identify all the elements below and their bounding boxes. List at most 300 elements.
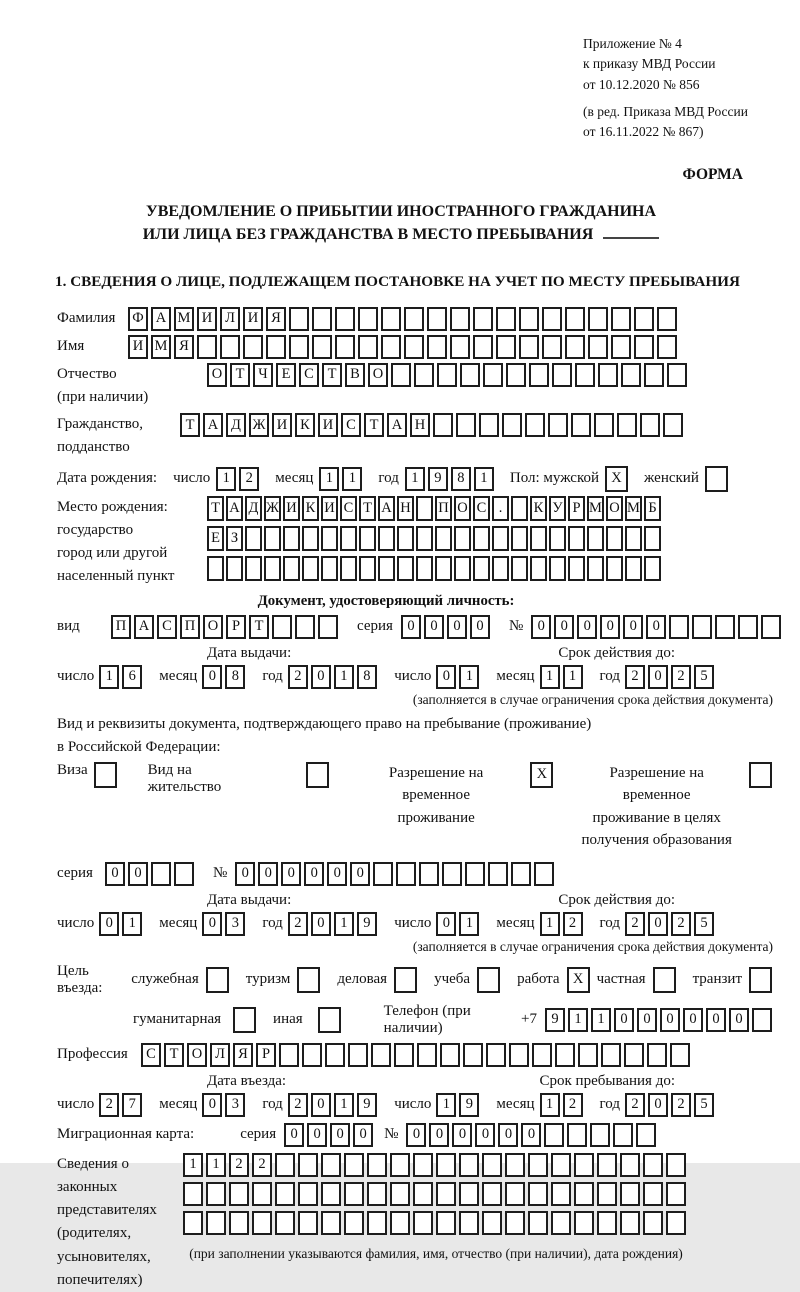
char-cell[interactable]: 2 — [229, 1153, 249, 1177]
char-cell[interactable]: 1 — [459, 912, 479, 936]
char-cell[interactable] — [544, 1123, 564, 1147]
char-cell[interactable]: 0 — [202, 665, 222, 689]
char-cell[interactable]: 0 — [128, 862, 148, 886]
char-cell[interactable]: 0 — [258, 862, 278, 886]
char-cell[interactable] — [295, 615, 315, 639]
char-cell[interactable] — [367, 1182, 387, 1206]
char-cell[interactable]: И — [128, 335, 148, 359]
char-cell[interactable]: А — [134, 615, 154, 639]
char-cell[interactable] — [404, 307, 424, 331]
char-cell[interactable]: 0 — [307, 1123, 327, 1147]
char-cell[interactable] — [459, 1211, 479, 1235]
char-cell[interactable] — [542, 335, 562, 359]
char-cell[interactable] — [297, 967, 320, 993]
char-cell[interactable]: 3 — [225, 1093, 245, 1117]
char-cell[interactable] — [367, 1211, 387, 1235]
char-cell[interactable]: 0 — [452, 1123, 472, 1147]
char-cell[interactable] — [568, 526, 585, 551]
char-cell[interactable] — [367, 1153, 387, 1177]
char-cell[interactable] — [551, 1211, 571, 1235]
char-cell[interactable]: Б — [644, 496, 661, 521]
char-cell[interactable] — [243, 335, 263, 359]
char-cell[interactable] — [692, 615, 712, 639]
char-cell[interactable] — [568, 556, 585, 581]
char-cell[interactable] — [574, 1153, 594, 1177]
char-cell[interactable] — [634, 307, 654, 331]
char-cell[interactable]: 0 — [648, 912, 668, 936]
char-cell[interactable] — [761, 615, 781, 639]
char-cell[interactable]: 0 — [706, 1008, 726, 1032]
char-cell[interactable]: 0 — [531, 615, 551, 639]
char-cell[interactable] — [670, 1043, 690, 1067]
char-cell[interactable]: 1 — [334, 1093, 354, 1117]
char-cell[interactable] — [492, 526, 509, 551]
char-cell[interactable] — [413, 1182, 433, 1206]
char-cell[interactable] — [289, 335, 309, 359]
char-cell[interactable] — [528, 1153, 548, 1177]
char-cell[interactable] — [397, 526, 414, 551]
char-cell[interactable]: И — [272, 413, 292, 437]
char-cell[interactable] — [496, 307, 516, 331]
char-cell[interactable] — [528, 1211, 548, 1235]
char-cell[interactable]: 0 — [470, 615, 490, 639]
char-cell[interactable]: 0 — [614, 1008, 634, 1032]
char-cell[interactable] — [321, 556, 338, 581]
char-cell[interactable] — [482, 1211, 502, 1235]
char-cell[interactable] — [530, 556, 547, 581]
char-cell[interactable]: 3 — [225, 912, 245, 936]
char-cell[interactable] — [611, 335, 631, 359]
char-cell[interactable] — [530, 526, 547, 551]
char-cell[interactable]: 2 — [563, 912, 583, 936]
char-cell[interactable]: И — [321, 496, 338, 521]
char-cell[interactable]: 0 — [401, 615, 421, 639]
char-cell[interactable]: 0 — [600, 615, 620, 639]
char-cell[interactable] — [666, 1153, 686, 1177]
char-cell[interactable]: 0 — [105, 862, 125, 886]
char-cell[interactable] — [378, 556, 395, 581]
char-cell[interactable]: О — [368, 363, 388, 387]
char-cell[interactable] — [749, 967, 772, 993]
char-cell[interactable] — [416, 556, 433, 581]
char-cell[interactable]: Т — [249, 615, 269, 639]
char-cell[interactable]: Ч — [253, 363, 273, 387]
char-cell[interactable]: 0 — [235, 862, 255, 886]
char-cell[interactable] — [151, 862, 171, 886]
char-cell[interactable]: 0 — [350, 862, 370, 886]
char-cell[interactable]: С — [299, 363, 319, 387]
char-cell[interactable]: К — [302, 496, 319, 521]
char-cell[interactable] — [519, 335, 539, 359]
char-cell[interactable] — [233, 1007, 256, 1033]
char-cell[interactable]: 6 — [122, 665, 142, 689]
char-cell[interactable]: 2 — [671, 1093, 691, 1117]
char-cell[interactable]: С — [341, 413, 361, 437]
char-cell[interactable] — [427, 307, 447, 331]
char-cell[interactable]: Ж — [264, 496, 281, 521]
char-cell[interactable] — [644, 363, 664, 387]
char-cell[interactable] — [321, 1211, 341, 1235]
char-cell[interactable]: Е — [207, 526, 224, 551]
char-cell[interactable]: 0 — [623, 615, 643, 639]
char-cell[interactable] — [245, 556, 262, 581]
char-cell[interactable]: Р — [568, 496, 585, 521]
char-cell[interactable]: 0 — [353, 1123, 373, 1147]
char-cell[interactable] — [488, 862, 508, 886]
char-cell[interactable] — [414, 363, 434, 387]
char-cell[interactable] — [289, 307, 309, 331]
char-cell[interactable] — [174, 862, 194, 886]
char-cell[interactable]: П — [111, 615, 131, 639]
char-cell[interactable] — [549, 526, 566, 551]
char-cell[interactable]: Т — [207, 496, 224, 521]
char-cell[interactable] — [450, 335, 470, 359]
char-cell[interactable] — [644, 556, 661, 581]
char-cell[interactable]: 2 — [239, 467, 259, 491]
char-cell[interactable] — [413, 1211, 433, 1235]
char-cell[interactable] — [667, 363, 687, 387]
char-cell[interactable] — [229, 1182, 249, 1206]
char-cell[interactable]: У — [549, 496, 566, 521]
char-cell[interactable]: 1 — [319, 467, 339, 491]
char-cell[interactable]: Л — [220, 307, 240, 331]
char-cell[interactable] — [482, 1153, 502, 1177]
char-cell[interactable]: 2 — [99, 1093, 119, 1117]
char-cell[interactable] — [587, 556, 604, 581]
char-cell[interactable]: . — [492, 496, 509, 521]
char-cell[interactable] — [511, 862, 531, 886]
char-cell[interactable]: О — [207, 363, 227, 387]
char-cell[interactable] — [555, 1043, 575, 1067]
char-cell[interactable] — [611, 307, 631, 331]
char-cell[interactable]: 0 — [406, 1123, 426, 1147]
char-cell[interactable]: 1 — [591, 1008, 611, 1032]
char-cell[interactable]: Ф — [128, 307, 148, 331]
char-cell[interactable]: 9 — [357, 1093, 377, 1117]
char-cell[interactable] — [298, 1153, 318, 1177]
char-cell[interactable] — [275, 1153, 295, 1177]
char-cell[interactable]: 0 — [554, 615, 574, 639]
char-cell[interactable] — [371, 1043, 391, 1067]
char-cell[interactable] — [528, 1182, 548, 1206]
char-cell[interactable]: З — [226, 526, 243, 551]
char-cell[interactable] — [427, 335, 447, 359]
char-cell[interactable] — [321, 526, 338, 551]
char-cell[interactable]: В — [345, 363, 365, 387]
char-cell[interactable] — [463, 1043, 483, 1067]
char-cell[interactable]: 0 — [475, 1123, 495, 1147]
char-cell[interactable] — [477, 967, 500, 993]
char-cell[interactable]: А — [226, 496, 243, 521]
char-cell[interactable] — [312, 307, 332, 331]
char-cell[interactable] — [663, 413, 683, 437]
char-cell[interactable] — [705, 466, 728, 492]
char-cell[interactable] — [473, 556, 490, 581]
char-cell[interactable] — [606, 556, 623, 581]
char-cell[interactable]: 9 — [545, 1008, 565, 1032]
char-cell[interactable] — [272, 615, 292, 639]
char-cell[interactable] — [390, 1211, 410, 1235]
char-cell[interactable]: 5 — [694, 1093, 714, 1117]
char-cell[interactable] — [657, 335, 677, 359]
char-cell[interactable]: 0 — [281, 862, 301, 886]
char-cell[interactable] — [529, 363, 549, 387]
char-cell[interactable]: 1 — [459, 665, 479, 689]
char-cell[interactable] — [505, 1182, 525, 1206]
char-cell[interactable] — [266, 335, 286, 359]
char-cell[interactable]: 0 — [577, 615, 597, 639]
char-cell[interactable]: 0 — [648, 665, 668, 689]
char-cell[interactable] — [511, 556, 528, 581]
char-cell[interactable]: Я — [266, 307, 286, 331]
char-cell[interactable] — [620, 1211, 640, 1235]
char-cell[interactable]: 1 — [563, 665, 583, 689]
char-cell[interactable] — [206, 1211, 226, 1235]
char-cell[interactable] — [483, 363, 503, 387]
char-cell[interactable] — [567, 1123, 587, 1147]
char-cell[interactable] — [344, 1182, 364, 1206]
char-cell[interactable] — [597, 1182, 617, 1206]
char-cell[interactable] — [302, 526, 319, 551]
char-cell[interactable] — [459, 1182, 479, 1206]
char-cell[interactable] — [486, 1043, 506, 1067]
char-cell[interactable] — [390, 1182, 410, 1206]
char-cell[interactable] — [381, 307, 401, 331]
char-cell[interactable] — [435, 526, 452, 551]
char-cell[interactable] — [325, 1043, 345, 1067]
char-cell[interactable] — [548, 413, 568, 437]
char-cell[interactable] — [450, 307, 470, 331]
char-cell[interactable] — [588, 307, 608, 331]
char-cell[interactable]: Д — [245, 496, 262, 521]
char-cell[interactable]: О — [187, 1043, 207, 1067]
char-cell[interactable]: Н — [410, 413, 430, 437]
char-cell[interactable] — [634, 335, 654, 359]
char-cell[interactable] — [456, 413, 476, 437]
char-cell[interactable] — [598, 363, 618, 387]
char-cell[interactable] — [275, 1182, 295, 1206]
char-cell[interactable]: К — [530, 496, 547, 521]
char-cell[interactable]: С — [340, 496, 357, 521]
char-cell[interactable] — [206, 967, 229, 993]
char-cell[interactable] — [197, 335, 217, 359]
char-cell[interactable]: 1 — [183, 1153, 203, 1177]
char-cell[interactable]: О — [454, 496, 471, 521]
char-cell[interactable]: 0 — [729, 1008, 749, 1032]
char-cell[interactable] — [473, 335, 493, 359]
char-cell[interactable] — [94, 762, 117, 788]
char-cell[interactable]: 1 — [206, 1153, 226, 1177]
char-cell[interactable] — [321, 1182, 341, 1206]
char-cell[interactable]: 0 — [646, 615, 666, 639]
char-cell[interactable] — [359, 526, 376, 551]
char-cell[interactable] — [613, 1123, 633, 1147]
char-cell[interactable] — [344, 1211, 364, 1235]
char-cell[interactable]: 2 — [288, 665, 308, 689]
char-cell[interactable] — [318, 615, 338, 639]
char-cell[interactable]: 1 — [540, 665, 560, 689]
char-cell[interactable]: 0 — [498, 1123, 518, 1147]
char-cell[interactable] — [594, 413, 614, 437]
char-cell[interactable] — [442, 862, 462, 886]
char-cell[interactable]: 0 — [284, 1123, 304, 1147]
char-cell[interactable] — [264, 526, 281, 551]
char-cell[interactable] — [302, 1043, 322, 1067]
char-cell[interactable]: Д — [226, 413, 246, 437]
char-cell[interactable]: 9 — [459, 1093, 479, 1117]
char-cell[interactable] — [302, 556, 319, 581]
char-cell[interactable]: 0 — [648, 1093, 668, 1117]
char-cell[interactable] — [620, 1153, 640, 1177]
char-cell[interactable]: С — [157, 615, 177, 639]
char-cell[interactable] — [279, 1043, 299, 1067]
char-cell[interactable] — [574, 1182, 594, 1206]
char-cell[interactable] — [597, 1153, 617, 1177]
char-cell[interactable]: 1 — [216, 467, 236, 491]
char-cell[interactable] — [482, 1182, 502, 1206]
char-cell[interactable]: Л — [210, 1043, 230, 1067]
char-cell[interactable] — [373, 862, 393, 886]
char-cell[interactable] — [283, 556, 300, 581]
char-cell[interactable] — [657, 307, 677, 331]
char-cell[interactable]: С — [473, 496, 490, 521]
char-cell[interactable] — [318, 1007, 341, 1033]
char-cell[interactable] — [492, 556, 509, 581]
char-cell[interactable] — [416, 526, 433, 551]
char-cell[interactable] — [479, 413, 499, 437]
char-cell[interactable]: М — [174, 307, 194, 331]
char-cell[interactable]: Т — [180, 413, 200, 437]
char-cell[interactable] — [378, 526, 395, 551]
char-cell[interactable]: 2 — [252, 1153, 272, 1177]
char-cell[interactable]: О — [203, 615, 223, 639]
char-cell[interactable] — [590, 1123, 610, 1147]
char-cell[interactable]: Т — [322, 363, 342, 387]
char-cell[interactable] — [312, 335, 332, 359]
char-cell[interactable]: 2 — [625, 665, 645, 689]
char-cell[interactable] — [460, 363, 480, 387]
char-cell[interactable]: 0 — [521, 1123, 541, 1147]
char-cell[interactable] — [653, 967, 676, 993]
char-cell[interactable] — [496, 335, 516, 359]
char-cell[interactable] — [340, 556, 357, 581]
char-cell[interactable]: 1 — [334, 665, 354, 689]
char-cell[interactable]: И — [283, 496, 300, 521]
char-cell[interactable]: 9 — [357, 912, 377, 936]
char-cell[interactable]: Е — [276, 363, 296, 387]
char-cell[interactable]: Р — [256, 1043, 276, 1067]
char-cell[interactable] — [473, 526, 490, 551]
char-cell[interactable] — [433, 413, 453, 437]
char-cell[interactable]: 2 — [563, 1093, 583, 1117]
char-cell[interactable]: Я — [174, 335, 194, 359]
char-cell[interactable] — [390, 1153, 410, 1177]
char-cell[interactable]: 0 — [202, 1093, 222, 1117]
char-cell[interactable] — [571, 413, 591, 437]
char-cell[interactable] — [283, 526, 300, 551]
char-cell[interactable]: 1 — [540, 1093, 560, 1117]
char-cell[interactable] — [502, 413, 522, 437]
char-cell[interactable]: 1 — [122, 912, 142, 936]
char-cell[interactable] — [752, 1008, 772, 1032]
char-cell[interactable] — [601, 1043, 621, 1067]
char-cell[interactable] — [436, 1211, 456, 1235]
char-cell[interactable] — [606, 526, 623, 551]
char-cell[interactable] — [666, 1211, 686, 1235]
char-cell[interactable]: 2 — [625, 912, 645, 936]
char-cell[interactable] — [454, 526, 471, 551]
char-cell[interactable]: 1 — [405, 467, 425, 491]
char-cell[interactable] — [749, 762, 772, 788]
char-cell[interactable] — [625, 556, 642, 581]
char-cell[interactable]: 2 — [288, 912, 308, 936]
char-cell[interactable] — [597, 1211, 617, 1235]
char-cell[interactable] — [413, 1153, 433, 1177]
char-cell[interactable] — [574, 1211, 594, 1235]
char-cell[interactable] — [229, 1211, 249, 1235]
char-cell[interactable]: М — [587, 496, 604, 521]
char-cell[interactable] — [551, 1182, 571, 1206]
char-cell[interactable] — [640, 413, 660, 437]
char-cell[interactable]: Т — [230, 363, 250, 387]
char-cell[interactable]: С — [141, 1043, 161, 1067]
char-cell[interactable]: 0 — [330, 1123, 350, 1147]
char-cell[interactable] — [532, 1043, 552, 1067]
char-cell[interactable] — [436, 1153, 456, 1177]
char-cell[interactable]: 8 — [451, 467, 471, 491]
char-cell[interactable]: П — [435, 496, 452, 521]
char-cell[interactable] — [348, 1043, 368, 1067]
char-cell[interactable]: Р — [226, 615, 246, 639]
char-cell[interactable]: 0 — [311, 665, 331, 689]
char-cell[interactable] — [435, 556, 452, 581]
char-cell[interactable]: 1 — [540, 912, 560, 936]
char-cell[interactable]: X — [530, 762, 553, 788]
char-cell[interactable]: 0 — [327, 862, 347, 886]
char-cell[interactable]: 0 — [637, 1008, 657, 1032]
char-cell[interactable] — [391, 363, 411, 387]
char-cell[interactable]: А — [203, 413, 223, 437]
char-cell[interactable] — [220, 335, 240, 359]
char-cell[interactable]: А — [151, 307, 171, 331]
char-cell[interactable] — [344, 1153, 364, 1177]
char-cell[interactable]: 0 — [311, 912, 331, 936]
char-cell[interactable] — [207, 556, 224, 581]
char-cell[interactable]: А — [387, 413, 407, 437]
char-cell[interactable] — [394, 1043, 414, 1067]
char-cell[interactable] — [565, 307, 585, 331]
char-cell[interactable]: 0 — [202, 912, 222, 936]
char-cell[interactable]: 8 — [357, 665, 377, 689]
char-cell[interactable] — [666, 1182, 686, 1206]
char-cell[interactable] — [738, 615, 758, 639]
char-cell[interactable]: 0 — [99, 912, 119, 936]
char-cell[interactable]: И — [318, 413, 338, 437]
char-cell[interactable]: И — [197, 307, 217, 331]
char-cell[interactable] — [298, 1182, 318, 1206]
char-cell[interactable] — [306, 762, 329, 788]
char-cell[interactable] — [643, 1182, 663, 1206]
char-cell[interactable] — [511, 496, 528, 521]
char-cell[interactable] — [397, 556, 414, 581]
char-cell[interactable] — [636, 1123, 656, 1147]
char-cell[interactable]: 0 — [660, 1008, 680, 1032]
char-cell[interactable] — [647, 1043, 667, 1067]
char-cell[interactable]: И — [243, 307, 263, 331]
char-cell[interactable] — [575, 363, 595, 387]
char-cell[interactable] — [335, 307, 355, 331]
char-cell[interactable] — [226, 556, 243, 581]
